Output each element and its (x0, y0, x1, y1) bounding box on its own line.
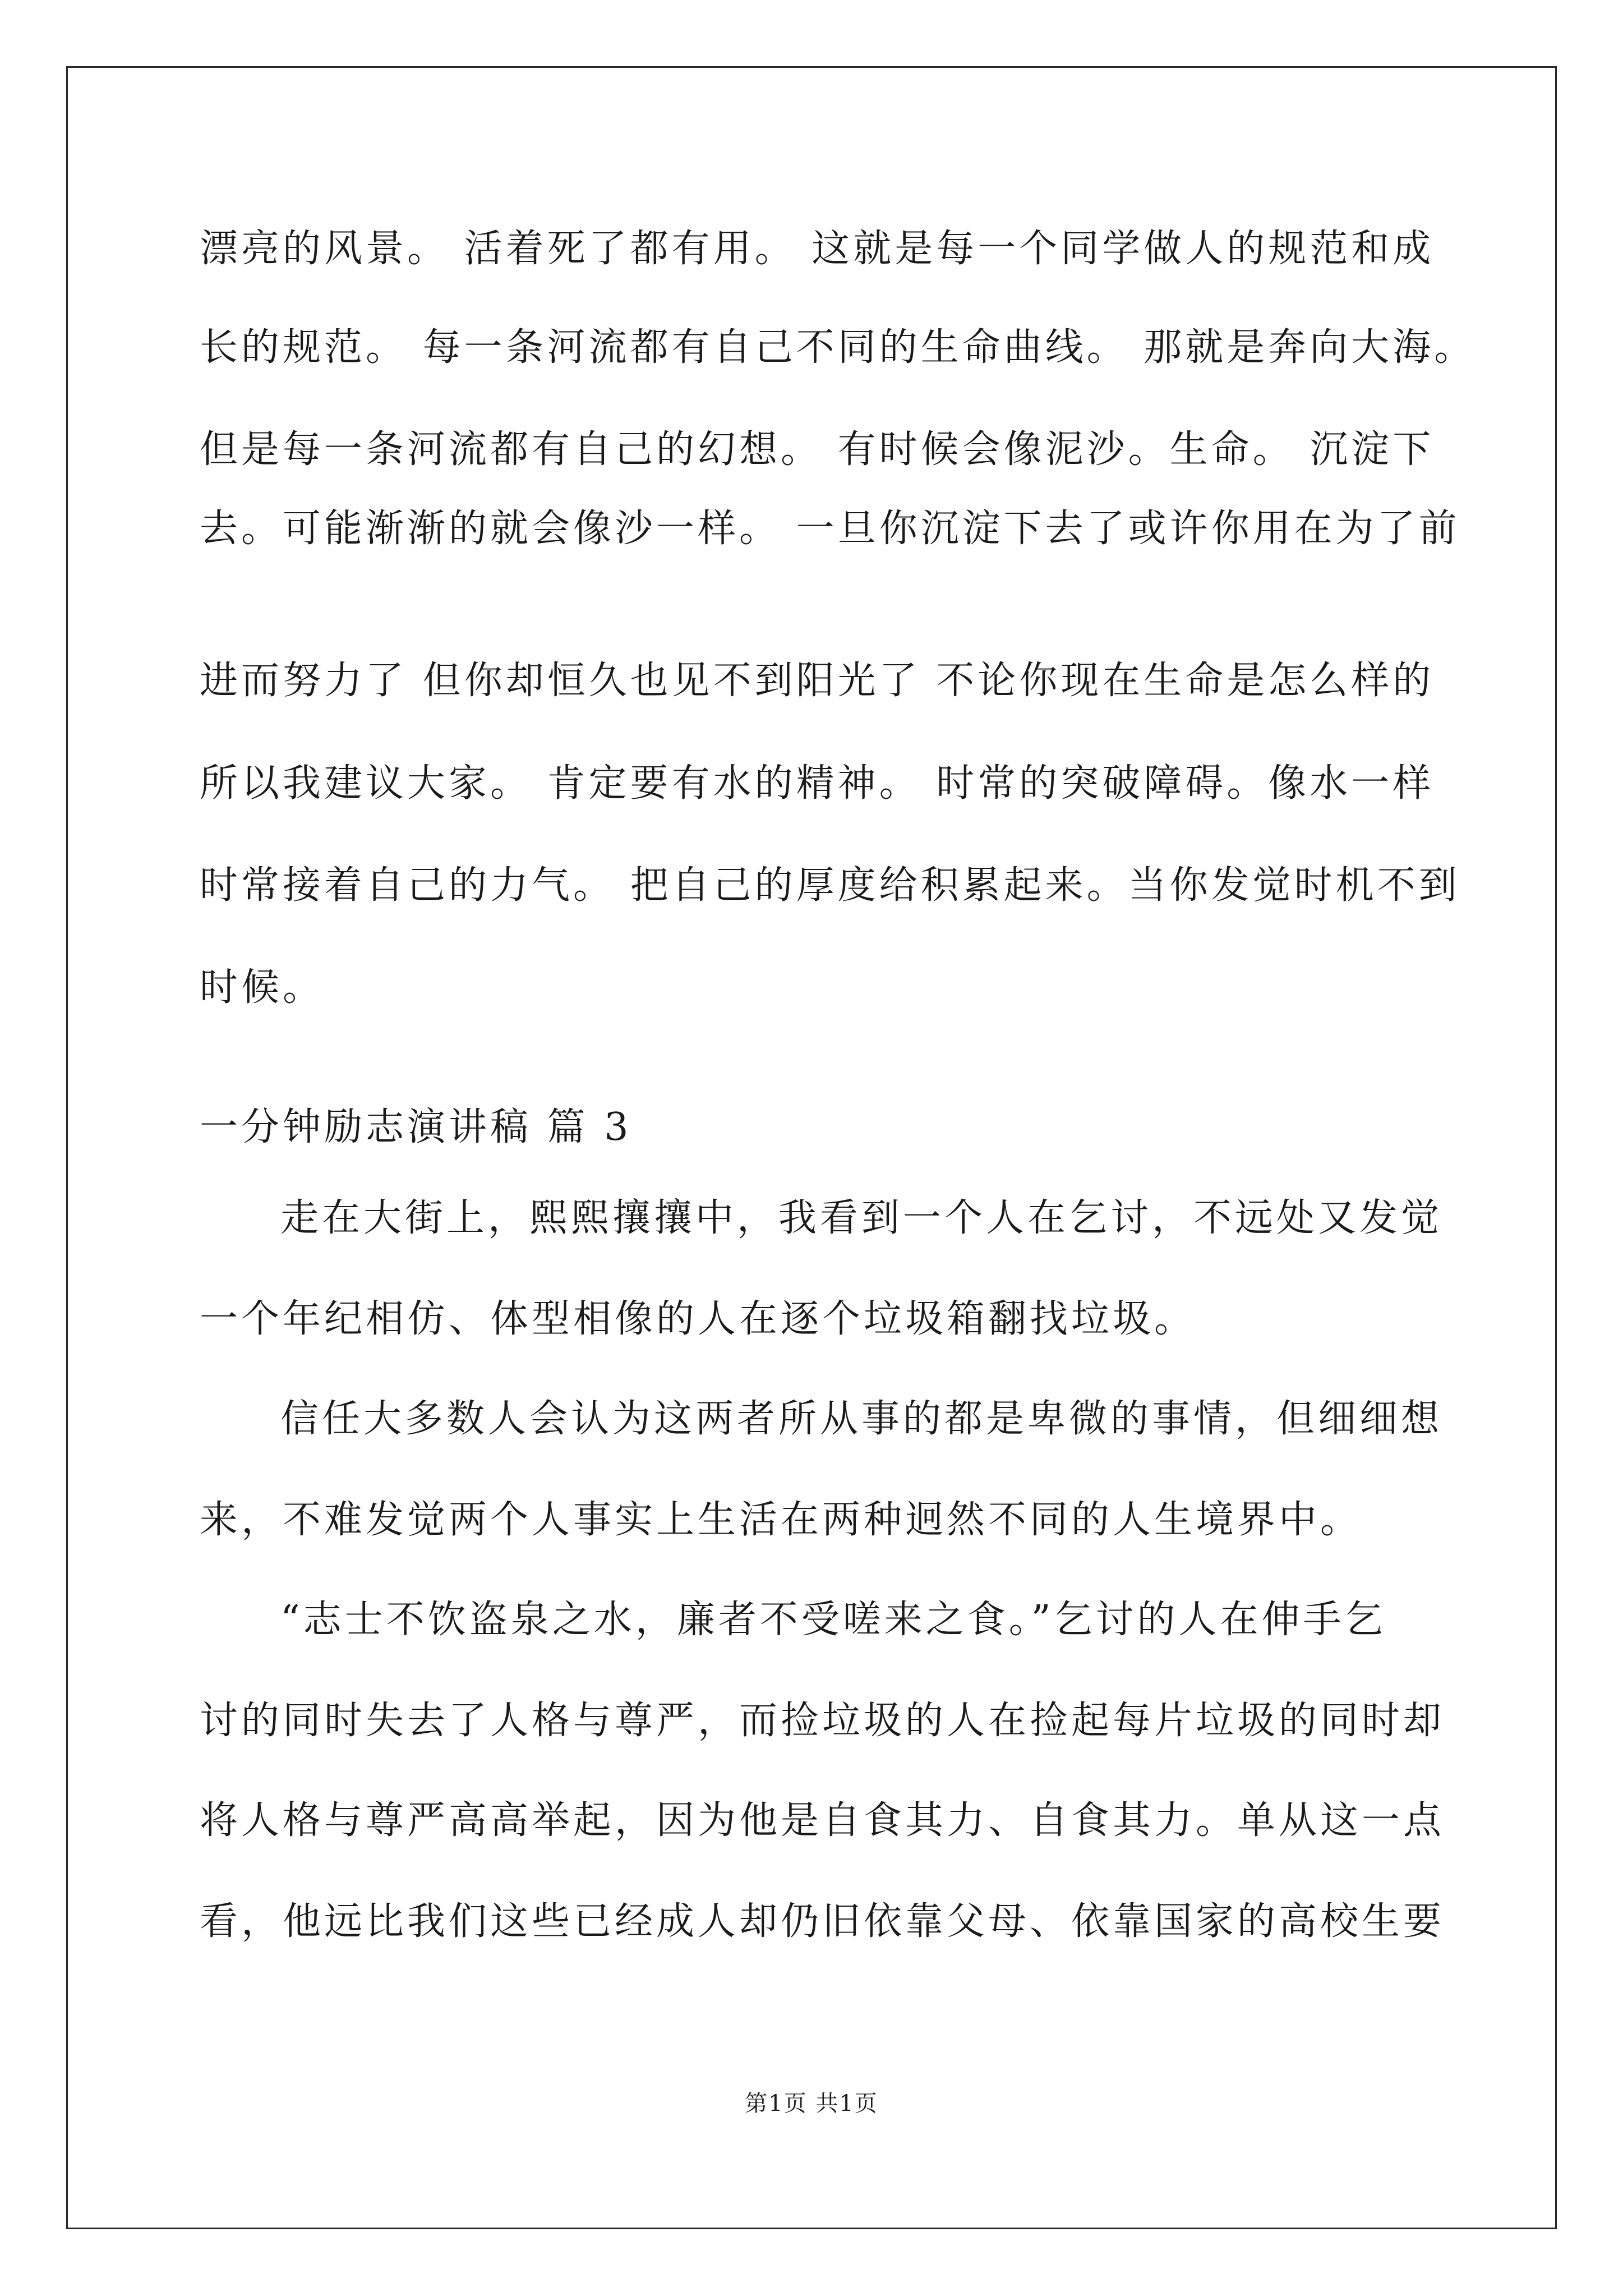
text-line: 漂亮的风景。 活着死了都有用。 这就是每一个同学做人的规范和成 (200, 227, 1435, 271)
text-line: 将人格与尊严高高举起，因为他是自食其力、自食其力。单从这一点 (200, 1798, 1445, 1843)
text-line: 信任大多数人会认为这两者所从事的都是卑微的事情，但细细想 (280, 1397, 1443, 1441)
text-line: 一个年纪相仿、体型相像的人在逐个垃圾箱翻找垃圾。 (200, 1297, 1196, 1341)
text-line: 时候。 (200, 965, 325, 1010)
page-footer: 第1页 共1页 (745, 2091, 878, 2116)
text-line: 走在大街上，熙熙攘攘中，我看到一个人在乞讨，不远处又发觉 (280, 1196, 1443, 1240)
text-line: 但是每一条河流都有自己的幻想。 有时候会像泥沙。生命。 沉淀下 (200, 427, 1435, 472)
section-heading: 一分钟励志演讲稿 篇 3 (200, 1105, 632, 1149)
text-line: 看，他远比我们这些已经成人却仍旧依靠父母、依靠国家的高校生要 (200, 1899, 1445, 1944)
text-line: 去。可能渐渐的就会像沙一样。 一旦你沉淀下去了或许你用在为了前 (200, 507, 1460, 551)
text-line: 来，不难发觉两个人事实上生活在两种迥然不同的人生境界中。 (200, 1498, 1362, 1542)
text-line: “志士不饮盗泉之水，廉者不受嗟来之食。”乞讨的人在伸手乞 (280, 1598, 1386, 1642)
text-line: 长的规范。 每一条河流都有自己不同的生命曲线。 那就是奔向大海。 (200, 325, 1476, 370)
text-line: 所以我建议大家。 肯定要有水的精神。 时常的突破障碍。像水一样 (200, 761, 1435, 806)
text-line: 讨的同时失去了人格与尊严，而捡垃圾的人在捡起每片垃圾的同时却 (200, 1699, 1445, 1743)
text-line: 进而努力了 但你却恒久也见不到阳光了 不论你现在生命是怎么样的 (200, 659, 1435, 703)
text-line: 时常接着自己的力气。 把自己的厚度给积累起来。当你发觉时机不到 (200, 863, 1460, 908)
